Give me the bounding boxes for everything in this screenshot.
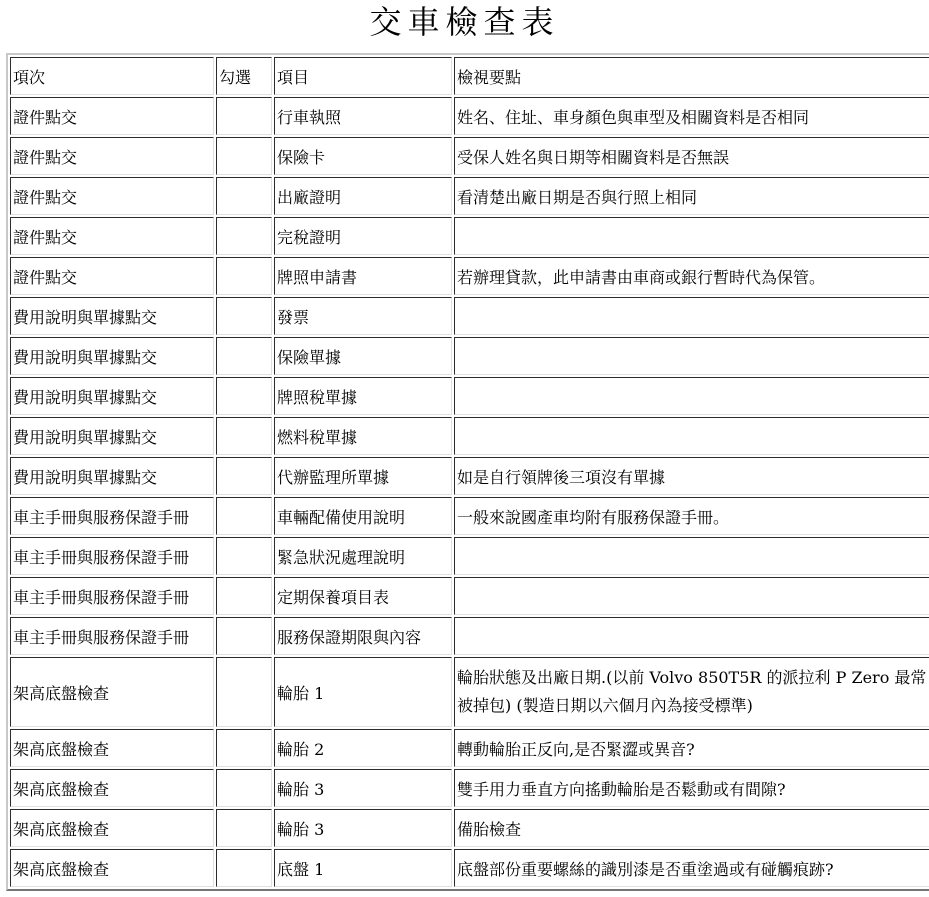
category-cell: 架高底盤檢查 — [10, 729, 214, 767]
point-cell: 姓名、住址、車身顏色與車型及相關資料是否相同 — [454, 97, 929, 135]
item-cell: 保險卡 — [274, 137, 452, 175]
item-cell: 輪胎 2 — [274, 729, 452, 767]
category-cell: 證件點交 — [10, 177, 214, 215]
check-cell[interactable] — [216, 497, 272, 535]
category-cell: 車主手冊與服務保證手冊 — [10, 617, 214, 655]
point-cell: 雙手用力垂直方向搖動輪胎是否鬆動或有間隙? — [454, 769, 929, 807]
item-cell: 行車執照 — [274, 97, 452, 135]
category-cell: 架高底盤檢查 — [10, 809, 214, 847]
point-cell — [454, 537, 929, 575]
item-cell: 牌照稅單據 — [274, 377, 452, 415]
item-cell: 完稅證明 — [274, 217, 452, 255]
check-cell[interactable] — [216, 729, 272, 767]
point-cell: 如是自行領牌後三項沒有單據 — [454, 457, 929, 495]
point-cell: 一般來說國產車均附有服務保證手冊。 — [454, 497, 929, 535]
category-cell: 證件點交 — [10, 137, 214, 175]
check-cell[interactable] — [216, 297, 272, 335]
check-cell[interactable] — [216, 537, 272, 575]
item-cell: 代辦監理所單據 — [274, 457, 452, 495]
point-cell — [454, 337, 929, 375]
point-cell: 輪胎狀態及出廠日期.(以前 Volvo 850T5R 的派拉利 P Zero 最常被掉包) (製造日期以六個月內為接受標準) — [454, 657, 929, 727]
check-cell[interactable] — [216, 177, 272, 215]
category-cell: 車主手冊與服務保證手冊 — [10, 577, 214, 615]
category-cell: 架高底盤檢查 — [10, 769, 214, 807]
check-cell[interactable] — [216, 137, 272, 175]
point-cell — [454, 377, 929, 415]
check-cell[interactable] — [216, 97, 272, 135]
point-cell: 底盤部份重要螺絲的識別漆是否重塗過或有碰觸痕跡? — [454, 849, 929, 887]
category-cell: 費用說明與單據點交 — [10, 457, 214, 495]
item-cell: 發票 — [274, 297, 452, 335]
category-cell: 費用說明與單據點交 — [10, 297, 214, 335]
category-cell: 證件點交 — [10, 257, 214, 295]
category-cell: 車主手冊與服務保證手冊 — [10, 537, 214, 575]
check-cell[interactable] — [216, 457, 272, 495]
check-cell[interactable] — [216, 657, 272, 727]
check-cell[interactable] — [216, 617, 272, 655]
category-cell: 架高底盤檢查 — [10, 849, 214, 887]
point-cell: 轉動輪胎正反向,是否緊澀或異音? — [454, 729, 929, 767]
table-row — [10, 137, 929, 175]
point-cell — [454, 217, 929, 255]
page-title: 交車檢查表 — [369, 3, 560, 41]
item-cell: 牌照申請書 — [274, 257, 452, 295]
table-row — [10, 217, 929, 255]
item-cell: 燃料稅單據 — [274, 417, 452, 455]
item-cell: 底盤 1 — [274, 849, 452, 887]
table-row — [10, 617, 929, 655]
table-row — [10, 769, 929, 807]
check-cell[interactable] — [216, 809, 272, 847]
table-row — [10, 297, 929, 335]
check-cell[interactable] — [216, 577, 272, 615]
header-cell-check: 勾選 — [216, 57, 272, 95]
check-cell[interactable] — [216, 257, 272, 295]
table-row — [10, 537, 929, 575]
point-cell — [454, 297, 929, 335]
table-row — [10, 177, 929, 215]
header-cell-category: 項次 — [10, 57, 214, 95]
header-cell-item: 項目 — [274, 57, 452, 95]
item-cell: 緊急狀況處理說明 — [274, 537, 452, 575]
item-cell: 服務保證期限與內容 — [274, 617, 452, 655]
table-row — [10, 257, 929, 295]
check-cell[interactable] — [216, 417, 272, 455]
table-row — [10, 497, 929, 535]
item-cell: 保險單據 — [274, 337, 452, 375]
point-cell: 受保人姓名與日期等相關資料是否無誤 — [454, 137, 929, 175]
check-cell[interactable] — [216, 849, 272, 887]
category-cell: 費用說明與單據點交 — [10, 377, 214, 415]
check-cell[interactable] — [216, 337, 272, 375]
category-cell: 費用說明與單據點交 — [10, 337, 214, 375]
item-cell: 輪胎 1 — [274, 657, 452, 727]
point-cell — [454, 577, 929, 615]
point-cell: 看清楚出廠日期是否與行照上相同 — [454, 177, 929, 215]
table-row — [10, 457, 929, 495]
table-row — [10, 417, 929, 455]
category-cell: 證件點交 — [10, 217, 214, 255]
check-cell[interactable] — [216, 377, 272, 415]
table-row — [10, 337, 929, 375]
table-row — [10, 729, 929, 767]
table-row — [10, 849, 929, 887]
item-cell: 出廠證明 — [274, 177, 452, 215]
item-cell: 定期保養項目表 — [274, 577, 452, 615]
point-cell: 若辦理貸款，此申請書由車商或銀行暫時代為保管。 — [454, 257, 929, 295]
category-cell: 費用說明與單據點交 — [10, 417, 214, 455]
header-row — [10, 57, 929, 95]
category-cell: 車主手冊與服務保證手冊 — [10, 497, 214, 535]
table-row — [10, 809, 929, 847]
item-cell: 輪胎 3 — [274, 809, 452, 847]
item-cell: 車輛配備使用說明 — [274, 497, 452, 535]
point-cell: 備胎檢查 — [454, 809, 929, 847]
check-cell[interactable] — [216, 769, 272, 807]
table-row — [10, 377, 929, 415]
inspection-table — [6, 53, 929, 891]
table-row — [10, 97, 929, 135]
point-cell — [454, 617, 929, 655]
header-cell-point: 檢視要點 — [454, 57, 929, 95]
table-row — [10, 577, 929, 615]
category-cell: 證件點交 — [10, 97, 214, 135]
item-cell: 輪胎 3 — [274, 769, 452, 807]
check-cell[interactable] — [216, 217, 272, 255]
point-cell — [454, 417, 929, 455]
table-row — [10, 657, 929, 727]
category-cell: 架高底盤檢查 — [10, 657, 214, 727]
